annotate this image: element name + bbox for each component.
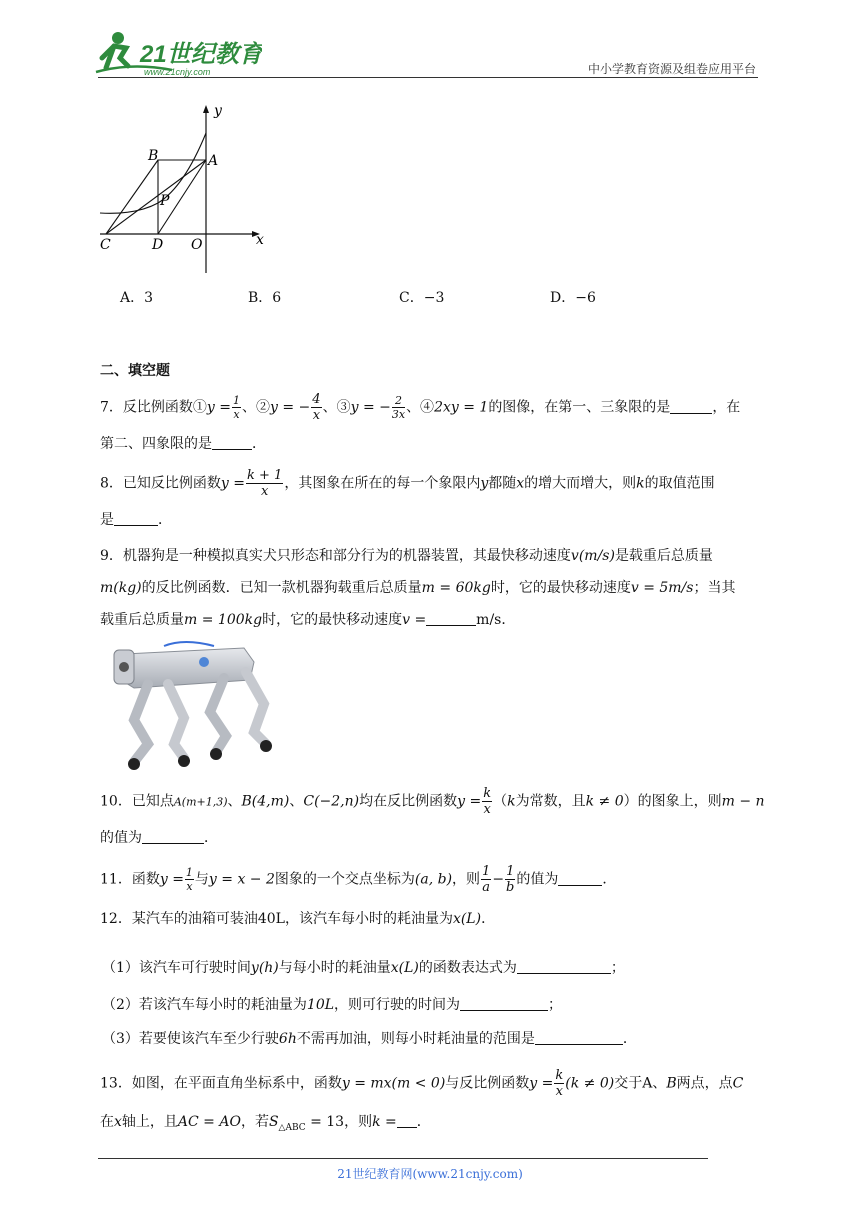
question-7-line-1: 7．反比例函数①y = $\frac{1}{x}$ 、②y = − $\frac{4}{x}$ 、③y = − $\frac{2}{3x}$ 、④2xy = 1的图像，在第一、三象限的是 ，在 — [100, 392, 741, 423]
footer-divider — [98, 1158, 708, 1159]
function-graph-figure — [96, 103, 271, 275]
option-c[interactable]: C．−3 — [399, 290, 445, 306]
footer-link[interactable]: 21世纪教育网(www.21cnjy.com) — [337, 1167, 523, 1181]
question-13-line-1: 13．如图，在平面直角坐标系中，函数y = mx(m < 0)与反比例函数y = $\frac{k}{x}$ (k ≠ 0)交于A、B两点，点C — [100, 1068, 744, 1099]
brand-url-text: www.21cnjy.com — [144, 67, 211, 77]
label-o: O — [191, 237, 203, 253]
question-10-line-2: 的值为 ． — [100, 830, 218, 846]
label-a: A — [208, 153, 219, 169]
brand-main-text: 21世纪教育 — [140, 41, 262, 68]
question-12-part-3: （3）若要使该汽车至少行驶6h不需再加油，则每小时耗油量的范围是 ． — [102, 1031, 637, 1047]
runner-logo-icon — [92, 28, 262, 80]
option-b[interactable]: B．6 — [248, 290, 282, 306]
blank-q12-1[interactable] — [517, 959, 611, 974]
question-9-line-2: m(kg)的反比例函数．已知一款机器狗载重后总质量m = 60kg时，它的最快移动速度v = 5m/s；当其 — [100, 580, 736, 596]
blank-q12-3[interactable] — [535, 1030, 623, 1045]
blank-q12-2[interactable] — [460, 996, 548, 1011]
question-9-line-1: 9．机器狗是一种模拟真实犬只形态和部分行为的机器装置，其最快移动速度v(m/s)是载重后总质量 — [100, 548, 713, 564]
section-title: 二、填空题 — [100, 363, 170, 379]
question-8-line-1: 8．已知反比例函数y = $\frac{k + 1}{x}$ ，其图象在所在的每一个象限内y都随x的增大而增大，则k的取值范围 — [100, 468, 715, 499]
brand-logo — [92, 28, 262, 80]
option-d[interactable]: D．−6 — [550, 290, 596, 306]
question-10-line-1: 10．已知点A(m+1,3)、B(4,m)、C(−2,n)均在反比例函数y = $\frac{k}{x}$ （k为常数，且k ≠ 0）的图象上，则m − n — [100, 786, 765, 817]
blank-q13[interactable] — [397, 1113, 417, 1128]
label-d: D — [152, 237, 164, 253]
question-12-part-1: （1）该汽车可行驶时间y(h)与每小时的耗油量x(L)的函数表达式为 ； — [102, 960, 625, 976]
question-13-line-2: 在x轴上，且AC = AO，若$S_{\triangle ABC} = 13$，则k = ． — [100, 1114, 431, 1133]
blank-q9[interactable] — [426, 611, 476, 626]
hyperbola-curve — [100, 133, 206, 213]
header-divider — [98, 77, 758, 78]
blank-q11[interactable] — [558, 871, 602, 886]
y-axis-arrow — [203, 105, 209, 113]
label-p: P — [160, 193, 170, 209]
blank-q8[interactable] — [114, 511, 158, 526]
label-y: y — [214, 103, 222, 119]
question-8-line-2: 是 ． — [100, 512, 172, 528]
question-11: 11．函数y = $\frac{1}{x}$ 与y = x − 2图象的一个交点坐标为(a, b)，则 $\frac{1}{a}$ − $\frac{1}{b}$ 的值为 ． — [100, 864, 617, 895]
question-12-stem: 12．某汽车的油箱可装油40L，该汽车每小时的耗油量为x(L)． — [100, 911, 496, 927]
platform-title: 中小学教育资源及组卷应用平台 — [587, 62, 756, 76]
question-12-part-2: （2）若该汽车每小时的耗油量为10L，则可行驶的时间为 ； — [102, 997, 563, 1013]
label-b: B — [148, 148, 159, 164]
blank-q7-b[interactable] — [212, 435, 252, 450]
question-7-line-2: 第二、四象限的是 ． — [100, 436, 266, 452]
robot-dog-image — [104, 640, 284, 775]
line-ca — [106, 160, 206, 234]
label-c: C — [100, 237, 111, 253]
option-a[interactable]: A．3 — [120, 290, 154, 306]
blank-q10[interactable] — [142, 829, 204, 844]
line-cb — [106, 160, 158, 234]
label-x: x — [256, 232, 264, 248]
question-9-line-3: 载重后总质量m = 100kg时，它的最快移动速度v = m/s． — [100, 612, 516, 628]
blank-q7-a[interactable] — [670, 399, 712, 414]
